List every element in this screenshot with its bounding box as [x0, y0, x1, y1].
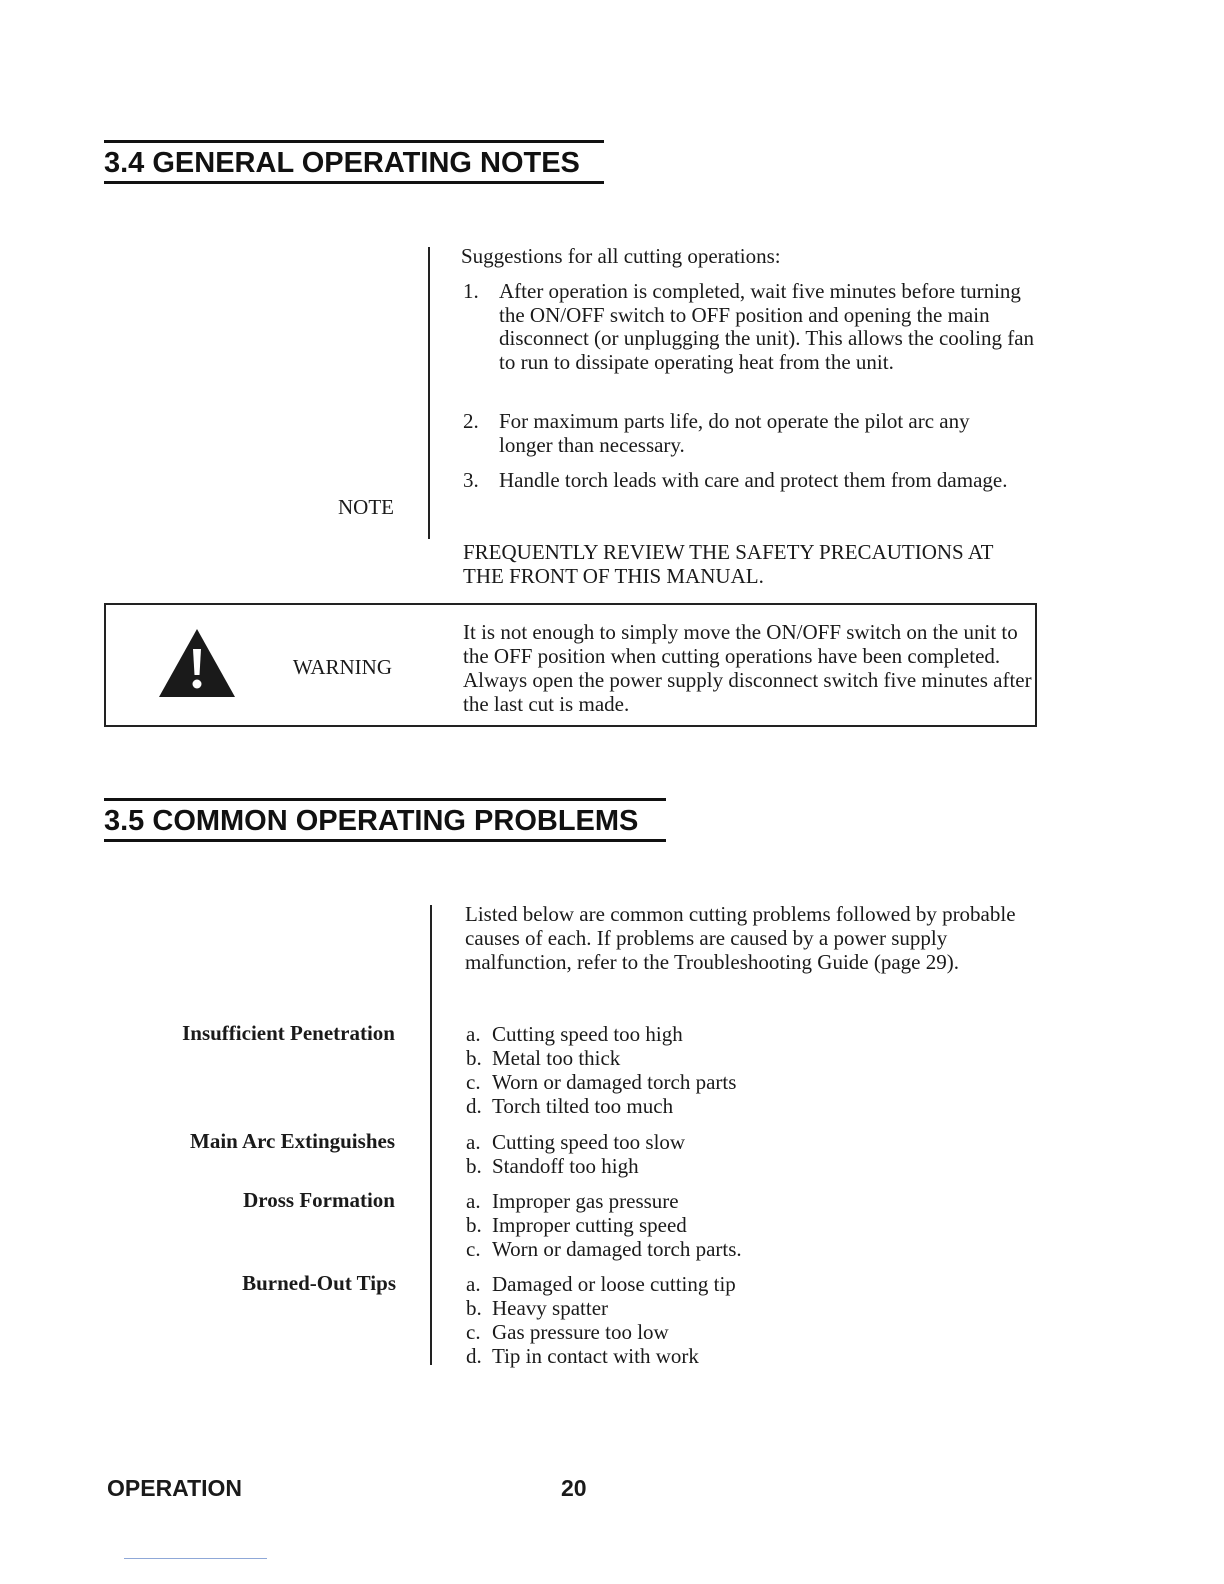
list-item — [466, 1213, 1026, 1237]
list-item-letter: d. — [466, 1344, 482, 1368]
list-item-letter: b. — [466, 1046, 482, 1070]
list-item — [466, 1272, 1026, 1296]
cause-list — [466, 1189, 1026, 1261]
list-item-text: Torch tilted too much — [492, 1094, 674, 1118]
list-item — [466, 1344, 1026, 1368]
section-3-4-intro: Suggestions for all cutting operations: — [461, 244, 781, 268]
list-item-text: Cutting speed too high — [492, 1022, 683, 1046]
problem-label: Main Arc Extinguishes — [190, 1129, 395, 1153]
list-item — [466, 1094, 1026, 1118]
list-item-number: 1. — [463, 279, 479, 303]
section-3-5-divider — [430, 905, 432, 1365]
list-item-text: Damaged or loose cutting tip — [492, 1272, 736, 1296]
list-item-text: Worn or damaged torch parts. — [492, 1237, 742, 1261]
list-item — [466, 1154, 1026, 1178]
section-3-5-intro: Listed below are common cutting problems followed by probable causes of each. If problems are caused by a power supply malfunction, refer to the Troubleshooting Guide (page 29). — [465, 902, 1016, 974]
list-item-letter: d. — [466, 1094, 482, 1118]
list-item-text: Metal too thick — [492, 1046, 621, 1070]
list-item-letter: a. — [466, 1130, 481, 1154]
list-item-letter: a. — [466, 1022, 481, 1046]
list-item — [466, 1070, 1026, 1094]
list-item-letter: b. — [466, 1296, 482, 1320]
list-item — [466, 1296, 1026, 1320]
problem-label: Dross Formation — [243, 1188, 395, 1212]
list-item-letter: c. — [466, 1070, 481, 1094]
cause-list — [466, 1130, 1026, 1178]
list-item-letter: c. — [466, 1237, 481, 1261]
list-item — [463, 469, 1043, 493]
list-item-letter: a. — [466, 1272, 481, 1296]
list-item-letter: a. — [466, 1189, 481, 1213]
section-3-4-heading: 3.4 GENERAL OPERATING NOTES — [104, 140, 604, 184]
list-item-text: Cutting speed too slow — [492, 1130, 686, 1154]
list-item — [463, 280, 1043, 374]
list-item — [466, 1130, 1026, 1154]
list-item-number: 2. — [463, 409, 479, 433]
list-item — [466, 1022, 1026, 1046]
warning-text: It is not enough to simply move the ON/OFF switch on the unit to the OFF position when cutting operations have been completed. Always open the power supply disconnect switch five minutes after the last cut is made. — [463, 620, 1032, 716]
footer-section-name: OPERATION — [107, 1475, 243, 1501]
list-item-letter: c. — [466, 1320, 481, 1344]
list-item — [466, 1046, 1026, 1070]
list-item — [466, 1320, 1026, 1344]
list-item-text: For maximum parts life, do not operate the pilot arc any longer than necessary. — [499, 409, 970, 457]
warning-box — [104, 603, 1037, 727]
note-text: FREQUENTLY REVIEW THE SAFETY PRECAUTIONS AT THE FRONT OF THIS MANUAL. — [463, 540, 994, 588]
list-item-text: Gas pressure too low — [492, 1320, 669, 1344]
list-item-text: Standoff too high — [492, 1154, 639, 1178]
list-item-text: Worn or damaged torch parts — [492, 1070, 737, 1094]
section-3-4-divider — [428, 247, 430, 539]
warning-label: WARNING — [292, 655, 392, 679]
list-item-text: Tip in contact with work — [492, 1344, 699, 1368]
problem-label: Insufficient Penetration — [182, 1021, 395, 1045]
cause-list — [466, 1272, 1026, 1368]
list-item-text: Heavy spatter — [492, 1296, 609, 1320]
list-item — [463, 410, 1043, 457]
cause-list — [466, 1022, 1026, 1118]
list-item-text: Improper cutting speed — [492, 1213, 687, 1237]
list-item — [466, 1237, 1026, 1261]
list-item-text: Improper gas pressure — [492, 1189, 679, 1213]
list-item-text: After operation is completed, wait five minutes before turning the ON/OFF switch to OFF position and opening the main disconnect (or unplugging the unit). This allows the cooling fan to run to dissipate operating heat from the unit. — [499, 279, 1035, 374]
list-item — [466, 1189, 1026, 1213]
scan-artifact-line — [124, 1558, 267, 1559]
section-3-5-heading: 3.5 COMMON OPERATING PROBLEMS — [104, 798, 666, 842]
list-item-text: Handle torch leads with care and protect them from damage. — [499, 468, 1008, 492]
list-item-letter: b. — [466, 1213, 482, 1237]
page-number: 20 — [561, 1475, 587, 1501]
list-item-letter: b. — [466, 1154, 482, 1178]
problem-label: Burned-Out Tips — [242, 1271, 396, 1295]
note-label: NOTE — [338, 495, 394, 519]
list-item-number: 3. — [463, 468, 479, 492]
